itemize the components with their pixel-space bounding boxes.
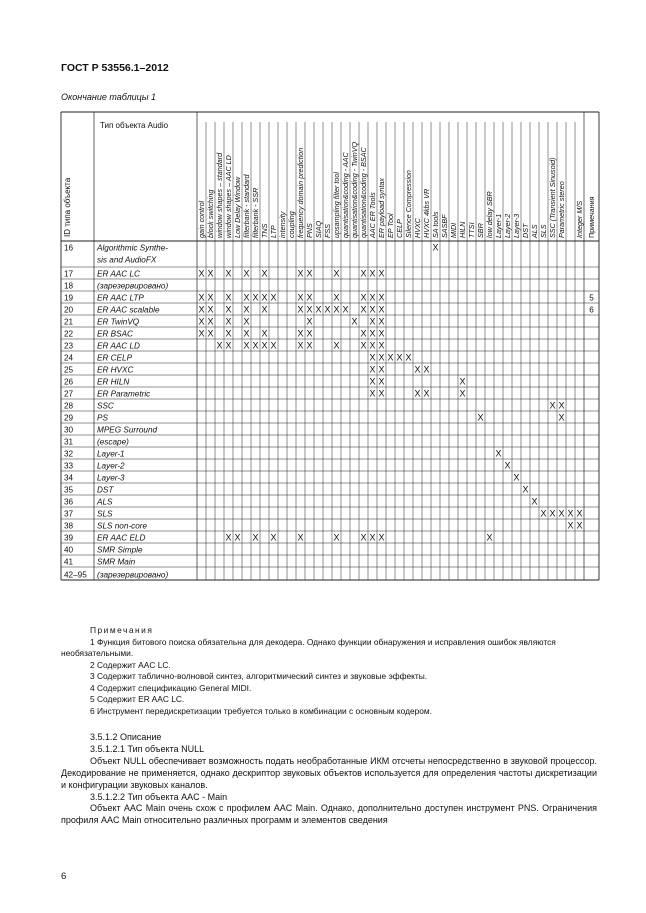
body-text xyxy=(61,732,597,827)
type-name: ER AAC scalable xyxy=(97,305,160,315)
type-id: 18 xyxy=(64,281,74,291)
support-mark: X xyxy=(360,532,367,543)
support-mark: X xyxy=(243,340,250,351)
type-name: (зарезервировано) xyxy=(97,281,169,291)
type-id: 22 xyxy=(64,329,74,339)
support-mark: X xyxy=(225,316,232,327)
type-name: SMR Main xyxy=(97,557,136,567)
support-mark: X xyxy=(207,268,214,279)
support-mark: X xyxy=(369,268,376,279)
tool-header-label: PNS xyxy=(305,223,315,238)
support-mark: X xyxy=(378,328,385,339)
support-mark: X xyxy=(369,388,376,399)
tool-header-label: filterbank - SSR xyxy=(251,187,261,238)
support-mark: X xyxy=(567,508,574,519)
type-id: 33 xyxy=(64,461,74,471)
support-mark: X xyxy=(513,472,520,483)
support-mark: X xyxy=(405,352,412,363)
type-id: 17 xyxy=(64,269,74,279)
support-mark: X xyxy=(261,292,268,303)
support-mark: X xyxy=(198,328,205,339)
support-mark: X xyxy=(225,268,232,279)
type-name: ER HVXC xyxy=(97,365,134,375)
support-mark: X xyxy=(378,292,385,303)
tool-header-label: Low Delay Window xyxy=(233,176,243,238)
support-mark: X xyxy=(225,328,232,339)
type-name: ER HILN xyxy=(97,377,130,387)
support-mark: X xyxy=(369,340,376,351)
support-mark: X xyxy=(306,316,313,327)
tool-header-label: LTP xyxy=(269,225,279,238)
section-heading: 3.5.1.2 Описание xyxy=(90,732,162,742)
support-mark: X xyxy=(261,304,268,315)
type-id: 23 xyxy=(64,341,74,351)
support-mark: X xyxy=(207,304,214,315)
type-id: 27 xyxy=(64,389,74,399)
support-mark: X xyxy=(378,364,385,375)
support-mark: X xyxy=(333,304,340,315)
note-4: 4 Содержит спецификацию General MIDI. xyxy=(90,682,252,693)
type-id: 38 xyxy=(64,521,74,531)
document-header: ГОСТ Р 53556.1–2012 xyxy=(61,62,169,74)
tool-header-label: HVXC 4kbs VR xyxy=(422,188,432,238)
support-mark: X xyxy=(558,508,565,519)
support-mark: X xyxy=(423,388,430,399)
support-mark: X xyxy=(252,340,259,351)
support-mark: X xyxy=(198,316,205,327)
support-mark: X xyxy=(378,388,385,399)
object-type-header: Тип объекта Audio xyxy=(100,121,169,130)
support-mark: X xyxy=(270,532,277,543)
tool-header-label: AAC ER Tools xyxy=(368,192,378,238)
support-mark: X xyxy=(261,340,268,351)
support-mark: X xyxy=(225,304,232,315)
support-mark: X xyxy=(360,340,367,351)
support-mark: X xyxy=(369,328,376,339)
id-type-header: ID типа объекта xyxy=(63,177,72,237)
support-mark: X xyxy=(333,268,340,279)
support-mark: X xyxy=(270,292,277,303)
support-mark: X xyxy=(423,364,430,375)
support-mark: X xyxy=(576,520,583,531)
table-caption: Окончание таблицы 1 xyxy=(61,92,156,102)
note-1: 1 Функция битового поиска обязательна для декодера. Однако функции обнаружения и исправления ошибок являются необязательными. xyxy=(61,636,556,658)
support-mark: X xyxy=(297,268,304,279)
tool-header-label: DST xyxy=(521,223,531,238)
support-mark: X xyxy=(225,340,232,351)
type-id: 20 xyxy=(64,305,74,315)
tool-header-label: intensity xyxy=(278,211,288,238)
subsection-null: 3.5.1.2.1 Тип объекта NULL xyxy=(90,743,205,754)
type-id: 36 xyxy=(64,497,74,507)
support-mark: X xyxy=(378,316,385,327)
tool-header-label: frequency domain prediction xyxy=(296,147,306,238)
support-mark: X xyxy=(504,460,511,471)
tool-header-label: filterbank - standard xyxy=(242,174,252,238)
support-mark: X xyxy=(531,496,538,507)
tool-header-label: ER payload syntax xyxy=(377,178,387,238)
type-name: ER AAC ELD xyxy=(97,533,146,543)
support-mark: X xyxy=(261,328,268,339)
tool-header-label: TTSI xyxy=(467,222,477,238)
support-mark: X xyxy=(396,352,403,363)
support-mark: X xyxy=(432,242,439,253)
support-mark: X xyxy=(369,292,376,303)
type-name: DST xyxy=(97,485,114,495)
type-id: 28 xyxy=(64,401,74,411)
type-id: 16 xyxy=(64,243,74,253)
support-mark: X xyxy=(198,268,205,279)
type-id: 31 xyxy=(64,437,74,447)
support-mark: X xyxy=(378,304,385,315)
tool-header-label: HILN xyxy=(458,221,468,238)
support-mark: X xyxy=(576,508,583,519)
tool-header-label: low delay SBR xyxy=(485,191,495,238)
type-id: 40 xyxy=(64,545,74,555)
support-mark: X xyxy=(387,352,394,363)
tool-header-label: SIAQ xyxy=(314,220,324,238)
support-mark: X xyxy=(369,532,376,543)
support-mark: X xyxy=(549,400,556,411)
type-id: 32 xyxy=(64,449,74,459)
tool-header-label: quantisation&coding - BSAC xyxy=(359,147,369,238)
tool-header-label: block switching xyxy=(206,189,216,238)
tool-header-label: quantisation&coding - TwinVQ xyxy=(350,141,360,238)
tool-header-label: Integer M/S xyxy=(575,200,585,238)
type-id: 19 xyxy=(64,293,74,303)
note-2: 2 Содержит AAC LC. xyxy=(90,659,171,670)
support-mark: X xyxy=(315,304,322,315)
support-mark: X xyxy=(297,292,304,303)
type-id: 41 xyxy=(64,557,74,567)
support-mark: X xyxy=(261,268,268,279)
tool-header-label: MIDI xyxy=(449,222,459,238)
tool-header-label: gain control xyxy=(197,200,207,238)
support-mark: X xyxy=(252,292,259,303)
support-mark: X xyxy=(234,532,241,543)
type-id: 37 xyxy=(64,509,74,519)
type-id: 42–95 xyxy=(64,570,87,580)
type-name: PS xyxy=(97,413,108,423)
support-mark: X xyxy=(378,340,385,351)
type-name: ALS xyxy=(97,497,113,507)
support-mark: X xyxy=(540,508,547,519)
type-name: Algorithmic Synthe- xyxy=(97,243,168,253)
support-mark: X xyxy=(360,304,367,315)
support-mark: X xyxy=(243,328,250,339)
type-name: ER CELP xyxy=(97,353,133,363)
support-mark: X xyxy=(342,304,349,315)
support-mark: X xyxy=(207,316,214,327)
tool-header-label: window shapes – standard xyxy=(215,152,225,238)
type-name: SSC xyxy=(97,401,114,411)
tool-header-label: SSC (Transient Sinusoid) xyxy=(548,157,558,238)
support-mark: X xyxy=(522,484,529,495)
support-mark: X xyxy=(297,532,304,543)
tool-header-label: EP Tool xyxy=(386,213,396,238)
note-ref: 5 xyxy=(589,293,594,303)
support-mark: X xyxy=(270,340,277,351)
support-mark: X xyxy=(459,388,466,399)
subsection-aac-main: 3.5.1.2.2 Тип объекта AAC - Main xyxy=(90,791,228,802)
support-mark: X xyxy=(360,292,367,303)
type-id: 25 xyxy=(64,365,74,375)
type-name: ER AAC LC xyxy=(97,269,140,279)
support-mark: X xyxy=(225,292,232,303)
support-mark: X xyxy=(252,532,259,543)
type-id: 39 xyxy=(64,533,74,543)
tool-header-label: coupling xyxy=(287,211,297,238)
type-name: ER Parametric xyxy=(97,389,151,399)
type-id: 30 xyxy=(64,425,74,435)
tool-header-label: upsampling filter tool xyxy=(332,172,342,238)
type-id: 24 xyxy=(64,353,74,363)
support-mark: X xyxy=(378,376,385,387)
support-mark: X xyxy=(297,328,304,339)
support-mark: X xyxy=(243,304,250,315)
support-mark: X xyxy=(324,304,331,315)
support-mark: X xyxy=(297,304,304,315)
support-mark: X xyxy=(333,340,340,351)
type-name: ER BSAC xyxy=(97,329,133,339)
type-name: Layer-3 xyxy=(97,473,125,483)
support-mark: X xyxy=(477,412,484,423)
support-mark: X xyxy=(333,292,340,303)
support-mark: X xyxy=(306,340,313,351)
type-id: 34 xyxy=(64,473,74,483)
support-mark: X xyxy=(243,268,250,279)
tool-header-label: ALS xyxy=(530,224,540,238)
notes-block xyxy=(61,625,597,717)
notes-title: Примечания xyxy=(90,625,154,635)
tool-header-label: Layer-2 xyxy=(503,213,513,238)
support-mark: X xyxy=(369,304,376,315)
type-name: ER TwinVQ xyxy=(97,317,140,327)
support-mark: X xyxy=(549,508,556,519)
type-name: Layer-2 xyxy=(97,461,125,471)
support-mark: X xyxy=(558,412,565,423)
tool-header-label: window shapes – AAC LD xyxy=(224,155,234,238)
support-mark: X xyxy=(216,340,223,351)
support-mark: X xyxy=(414,388,421,399)
note-3: 3 Содержит таблично-волновой синтез, алгоритмический синтез и звуковые эффекты. xyxy=(90,671,428,681)
support-mark: X xyxy=(360,268,367,279)
support-mark: X xyxy=(378,268,385,279)
support-mark: X xyxy=(198,292,205,303)
support-mark: X xyxy=(414,364,421,375)
note-ref: 6 xyxy=(589,305,594,315)
support-mark: X xyxy=(306,292,313,303)
type-name: ER AAC LTP xyxy=(97,293,144,303)
tool-header-label: HVXC xyxy=(413,218,423,238)
support-mark: X xyxy=(369,352,376,363)
type-name: SLS xyxy=(97,509,113,519)
paragraph-aac-main: Объект AAC Main очень схож с профилем AAC Main. Однако, дополнительно доступен инструмент PNS. Ограничения профиля AAC Main относительно различных программ и элементов сведения xyxy=(61,803,597,826)
type-name: ER AAC LD xyxy=(97,341,140,351)
support-mark: X xyxy=(243,316,250,327)
type-name: Layer-1 xyxy=(97,449,125,459)
note-5: 5 Содержит ER AAC LC. xyxy=(90,694,185,704)
paragraph-null: Объект NULL обеспечивает возможность подать необработанные ИКМ отсчеты непосредственно в звуковой процессор. Декодирование не применяется, однако дескриптор звуковых объектов используется для определения частоты дискретизации и конфигурации звуковых каналов. xyxy=(61,755,597,790)
support-mark: X xyxy=(369,364,376,375)
tool-header-label: quantisation&coding - AAC xyxy=(341,152,351,238)
type-name: SLS non-core xyxy=(97,521,148,531)
type-id: 26 xyxy=(64,377,74,387)
type-name: (escape) xyxy=(97,437,129,447)
support-mark: X xyxy=(495,448,502,459)
support-mark: X xyxy=(243,292,250,303)
support-mark: X xyxy=(306,268,313,279)
support-mark: X xyxy=(369,316,376,327)
type-id: 29 xyxy=(64,413,74,423)
support-mark: X xyxy=(198,304,205,315)
tool-header-label: SBR xyxy=(476,223,486,238)
type-id: 35 xyxy=(64,485,74,495)
support-mark: X xyxy=(378,352,385,363)
type-name: sis and AudioFX xyxy=(97,255,157,265)
support-mark: X xyxy=(369,376,376,387)
support-mark: X xyxy=(297,340,304,351)
support-mark: X xyxy=(333,532,340,543)
support-mark: X xyxy=(207,328,214,339)
type-name: (зарезервировано) xyxy=(97,570,169,580)
tool-header-label: Parametric stereo xyxy=(557,181,567,238)
support-mark: X xyxy=(207,292,214,303)
support-mark: X xyxy=(378,532,385,543)
note-6: 6 Инструмент передискретизации требуется только в комбинации с основным кодером. xyxy=(90,705,433,716)
support-mark: X xyxy=(225,532,232,543)
tool-header-label: SA tools xyxy=(431,211,441,238)
page-number: 6 xyxy=(61,871,67,882)
tool-header-label: SASBF xyxy=(440,214,450,238)
support-mark: X xyxy=(486,532,493,543)
tool-header-label: FSS xyxy=(323,224,333,238)
support-mark: X xyxy=(567,520,574,531)
support-mark: X xyxy=(360,328,367,339)
tool-header-label: Silence Compression xyxy=(404,170,414,238)
tool-header-label: Layer-3 xyxy=(512,213,522,238)
support-mark: X xyxy=(351,316,358,327)
type-name: SMR Simple xyxy=(97,545,143,555)
support-mark: X xyxy=(306,304,313,315)
notes-column-header: Примечания xyxy=(587,196,596,238)
support-mark: X xyxy=(459,376,466,387)
type-name: MPEG Surround xyxy=(97,425,158,435)
tool-header-label: Layer-1 xyxy=(494,213,504,238)
tool-header-label: SLS xyxy=(539,224,549,238)
tool-header-label: TNS xyxy=(260,223,270,238)
support-mark: X xyxy=(306,328,313,339)
tool-header-label: CELP xyxy=(395,219,405,238)
support-mark: X xyxy=(558,400,565,411)
type-id: 21 xyxy=(64,317,74,327)
